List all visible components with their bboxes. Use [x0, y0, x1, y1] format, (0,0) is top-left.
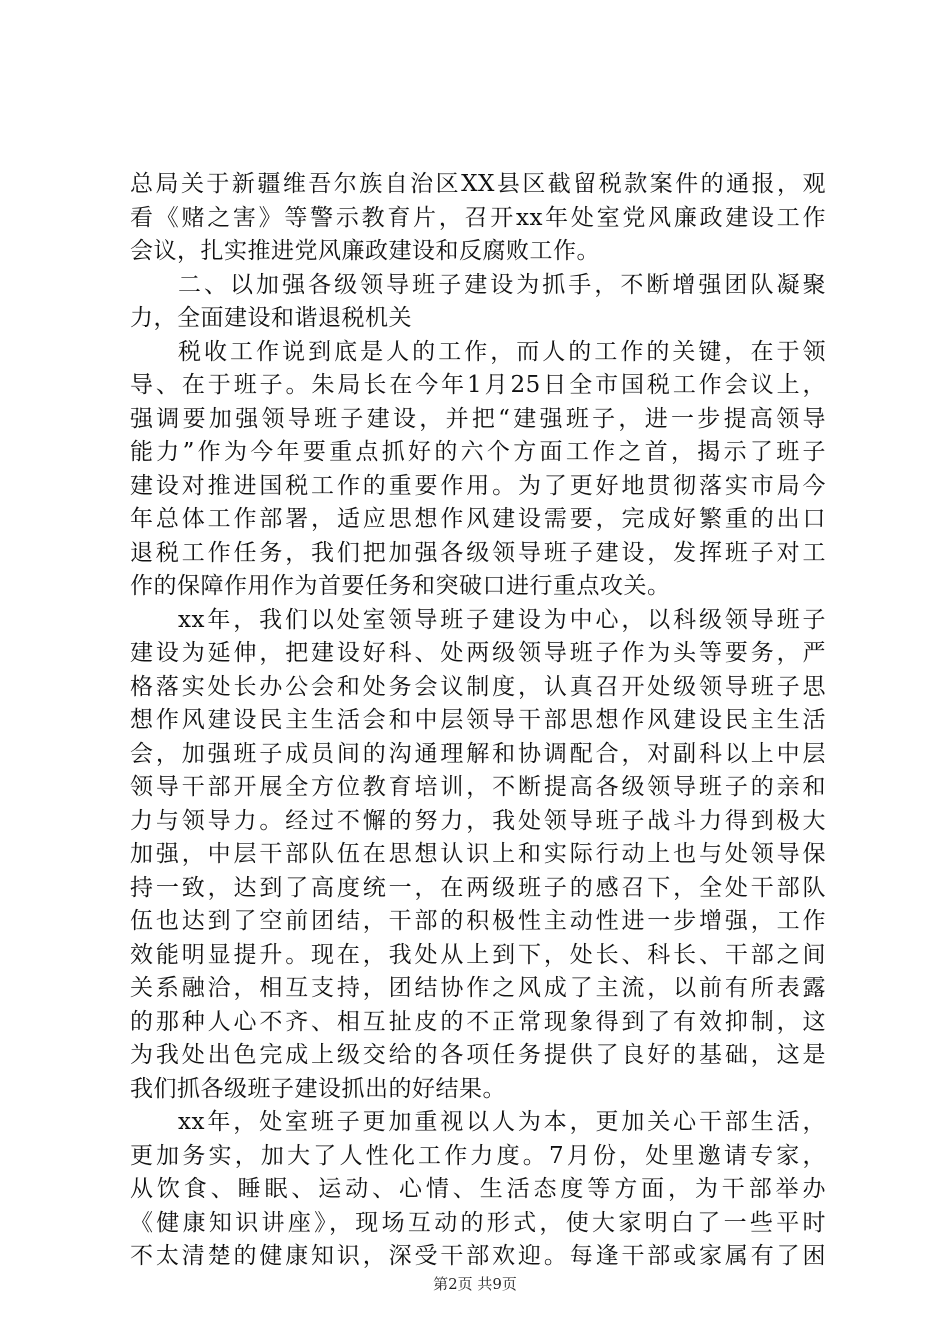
text-line: 格落实处长办公会和处务会议制度，认真召开处级领导班子思: [130, 673, 826, 700]
text-line: 为我处出色完成上级交给的各项任务提供了良好的基础，这是: [130, 1042, 826, 1068]
document-body: [130, 168, 826, 1274]
text-line: 效能明显提升。现在，我处从上到下，处长、科长、干部之间: [130, 941, 826, 968]
text-line: 二、以加强各级领导班子建设为抓手，不断增强团队凝聚: [178, 271, 826, 298]
text-line: xx年，我们以处室领导班子建设为中心，以科级领导班子: [178, 606, 826, 633]
text-line: 关系融洽，相互支持，团结协作之风成了主流，以前有所表露: [130, 975, 826, 1001]
text-line: 建设为延伸，把建设好科、处两级领导班子作为头等要务，严: [130, 640, 826, 666]
text-line: 作的保障作用作为首要任务和突破口进行重点攻关。: [130, 573, 671, 599]
text-line: 伍也达到了空前团结，干部的积极性主动性进一步增强，工作: [130, 908, 826, 934]
text-line: 看《赌之害》等警示教育片，召开xx年处室党风廉政建设工作: [130, 204, 826, 231]
text-line: 导、在于班子。朱局长在今年1月25日全市国税工作会议上，: [130, 372, 826, 398]
text-line: 力，全面建设和谐退税机关: [130, 305, 412, 331]
text-line: 建设对推进国税工作的重要作用。为了更好地贯彻落实市局今: [130, 472, 826, 499]
text-line: 更加务实，加大了人性化工作力度。7月份，处里邀请专家，: [130, 1142, 826, 1169]
page-footer: 第2页 共9页: [433, 1275, 517, 1293]
text-line: xx年，处室班子更加重视以人为本，更加关心干部生活，: [178, 1109, 826, 1135]
text-line: 的那种人心不齐、相互扯皮的不正常现象得到了有效抑制，这: [130, 1008, 826, 1035]
text-line: 《健康知识讲座》，现场互动的形式，使大家明白了一些平时: [130, 1209, 826, 1236]
text-line: 力与领导力。经过不懈的努力，我处领导班子战斗力得到极大: [130, 807, 826, 834]
text-line: 领导干部开展全方位教育培训，不断提高各级领导班子的亲和: [130, 774, 826, 800]
text-line: 会议，扎实推进党风廉政建设和反腐败工作。: [130, 238, 600, 264]
text-line: 税收工作说到底是人的工作，而人的工作的关键，在于领: [178, 338, 826, 365]
text-line: 年总体工作部署，适应思想作风建设需要，完成好繁重的出口: [130, 506, 826, 532]
text-line: 我们抓各级班子建设抓出的好结果。: [130, 1075, 506, 1102]
text-line: 会，加强班子成员间的沟通理解和协调配合，对副科以上中层: [130, 740, 826, 767]
text-line: 强调要加强领导班子建设，并把“建强班子，进一步提高领导: [130, 405, 826, 432]
text-line: 不太清楚的健康知识，深受干部欢迎。每逢干部或家属有了困: [130, 1243, 826, 1269]
text-line: 能力”作为今年要重点抓好的六个方面工作之首，揭示了班子: [130, 439, 826, 465]
text-line: 想作风建设民主生活会和中层领导干部思想作风建设民主生活: [130, 707, 826, 733]
text-line: 退税工作任务，我们把加强各级领导班子建设，发挥班子对工: [130, 539, 826, 566]
text-line: 持一致，达到了高度统一，在两级班子的感召下，全处干部队: [130, 874, 826, 901]
text-line: 总局关于新疆维吾尔族自治区XX县区截留税款案件的通报，观: [130, 171, 826, 197]
text-line: 加强，中层干部队伍在思想认识上和实际行动上也与处领导保: [130, 841, 826, 867]
text-line: 从饮食、睡眠、运动、心情、生活态度等方面，为干部举办: [130, 1176, 826, 1202]
